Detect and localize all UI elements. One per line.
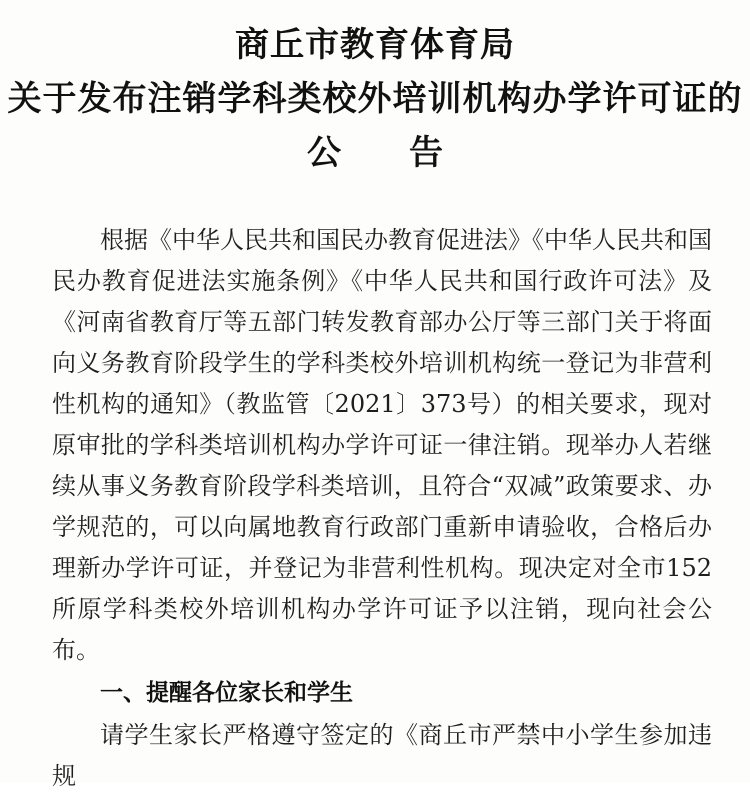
document-title [0,18,750,180]
title-announcement: 公告 [307,133,511,173]
title-issuer: 商丘市教育体育局 [235,25,515,65]
body-paragraph: 根据《中华人民共和国民办教育促进法》《中华人民共和国民办教育促进法实施条例》《中华人民共和国行政许可法》及《河南省教育厅等五部门转发教育部办公厅等三部门关于将面向义务教育阶段学生的学科类校外培训机构统一登记为非营利性机构的通知》（教监管〔2021〕373号）的相关要求，现对原审批的学科类培训机构办学许可证一律注销。现举办人若继续从事义务教育阶段学科类培训，且符合“双减”政策要求、办学规范的，可以向属地教育行政部门重新申请验收，合格后办理新办学许可证，并登记为非营利性机构。现决定对全市152所原学科类校外培训机构办学许可证予以注销，现向社会公布。 [52,226,712,664]
document-body [52,220,712,797]
section-heading: 一、提醒各位家长和学生 [100,680,353,706]
title-subject: 关于发布注销学科类校外培训机构办学许可证的 [7,79,743,119]
section-paragraph: 请学生家长严格遵守签定的《商丘市严禁中小学生参加违规 [52,721,712,790]
